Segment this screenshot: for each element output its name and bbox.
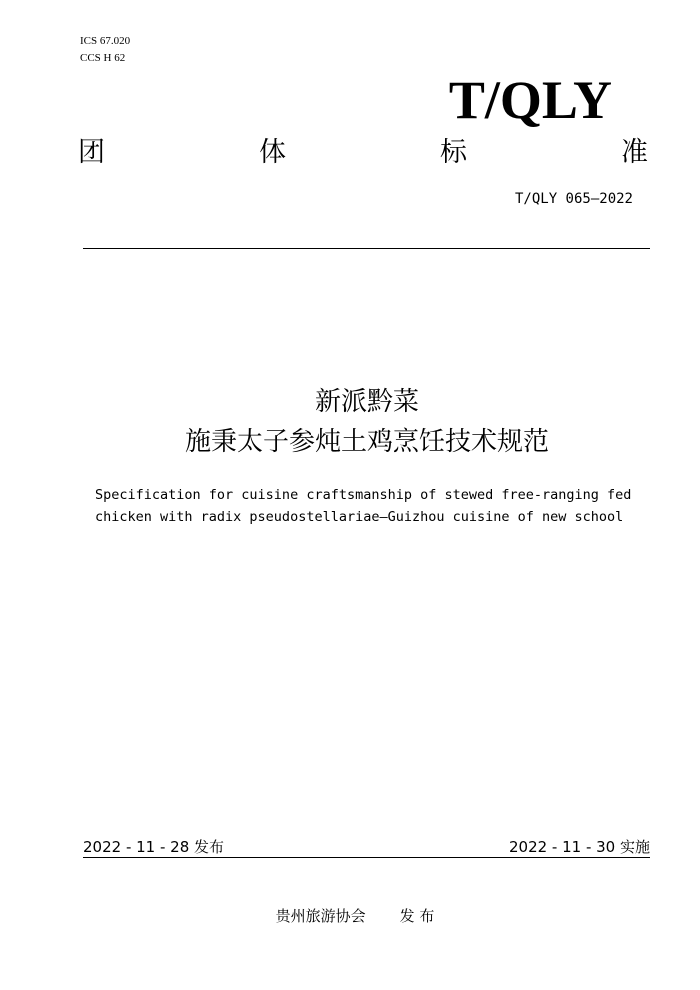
implement-date: 2022 - 11 - 30 实施 — [508, 838, 650, 856]
english-title — [95, 484, 631, 528]
english-title-line-1: Specification for cuisine craftsmanship of stewed free-ranging fed — [95, 487, 632, 503]
title-line-1: 新派黔菜 — [314, 387, 419, 417]
standard-number: T/QLY 065—2022 — [514, 191, 633, 207]
issue-date: 2022 - 11 - 28 发布 — [83, 838, 225, 856]
header-divider — [83, 248, 650, 249]
ics-code: ICS 67.020 — [80, 35, 131, 47]
english-title-line-2: chicken with radix pseudostellariae—Guizhou cuisine of new school — [95, 509, 624, 525]
standard-type-heading — [78, 135, 648, 171]
issuer-name: 贵州旅游协会 — [275, 907, 366, 925]
classification-codes — [80, 33, 130, 67]
issuer-line — [0, 905, 700, 926]
document-title — [0, 382, 700, 462]
standard-type-char: 准 — [621, 137, 648, 168]
ccs-code: CCS H 62 — [80, 52, 126, 64]
standard-type-char: 体 — [259, 137, 286, 168]
issue-word: 发 布 — [399, 907, 435, 925]
standard-logo: T/QLY — [448, 70, 612, 130]
footer-divider — [83, 857, 650, 858]
title-line-2: 施秉太子参炖土鸡烹饪技术规范 — [184, 427, 549, 457]
standard-type-char: 团 — [78, 137, 105, 168]
standard-type-char: 标 — [440, 137, 467, 168]
